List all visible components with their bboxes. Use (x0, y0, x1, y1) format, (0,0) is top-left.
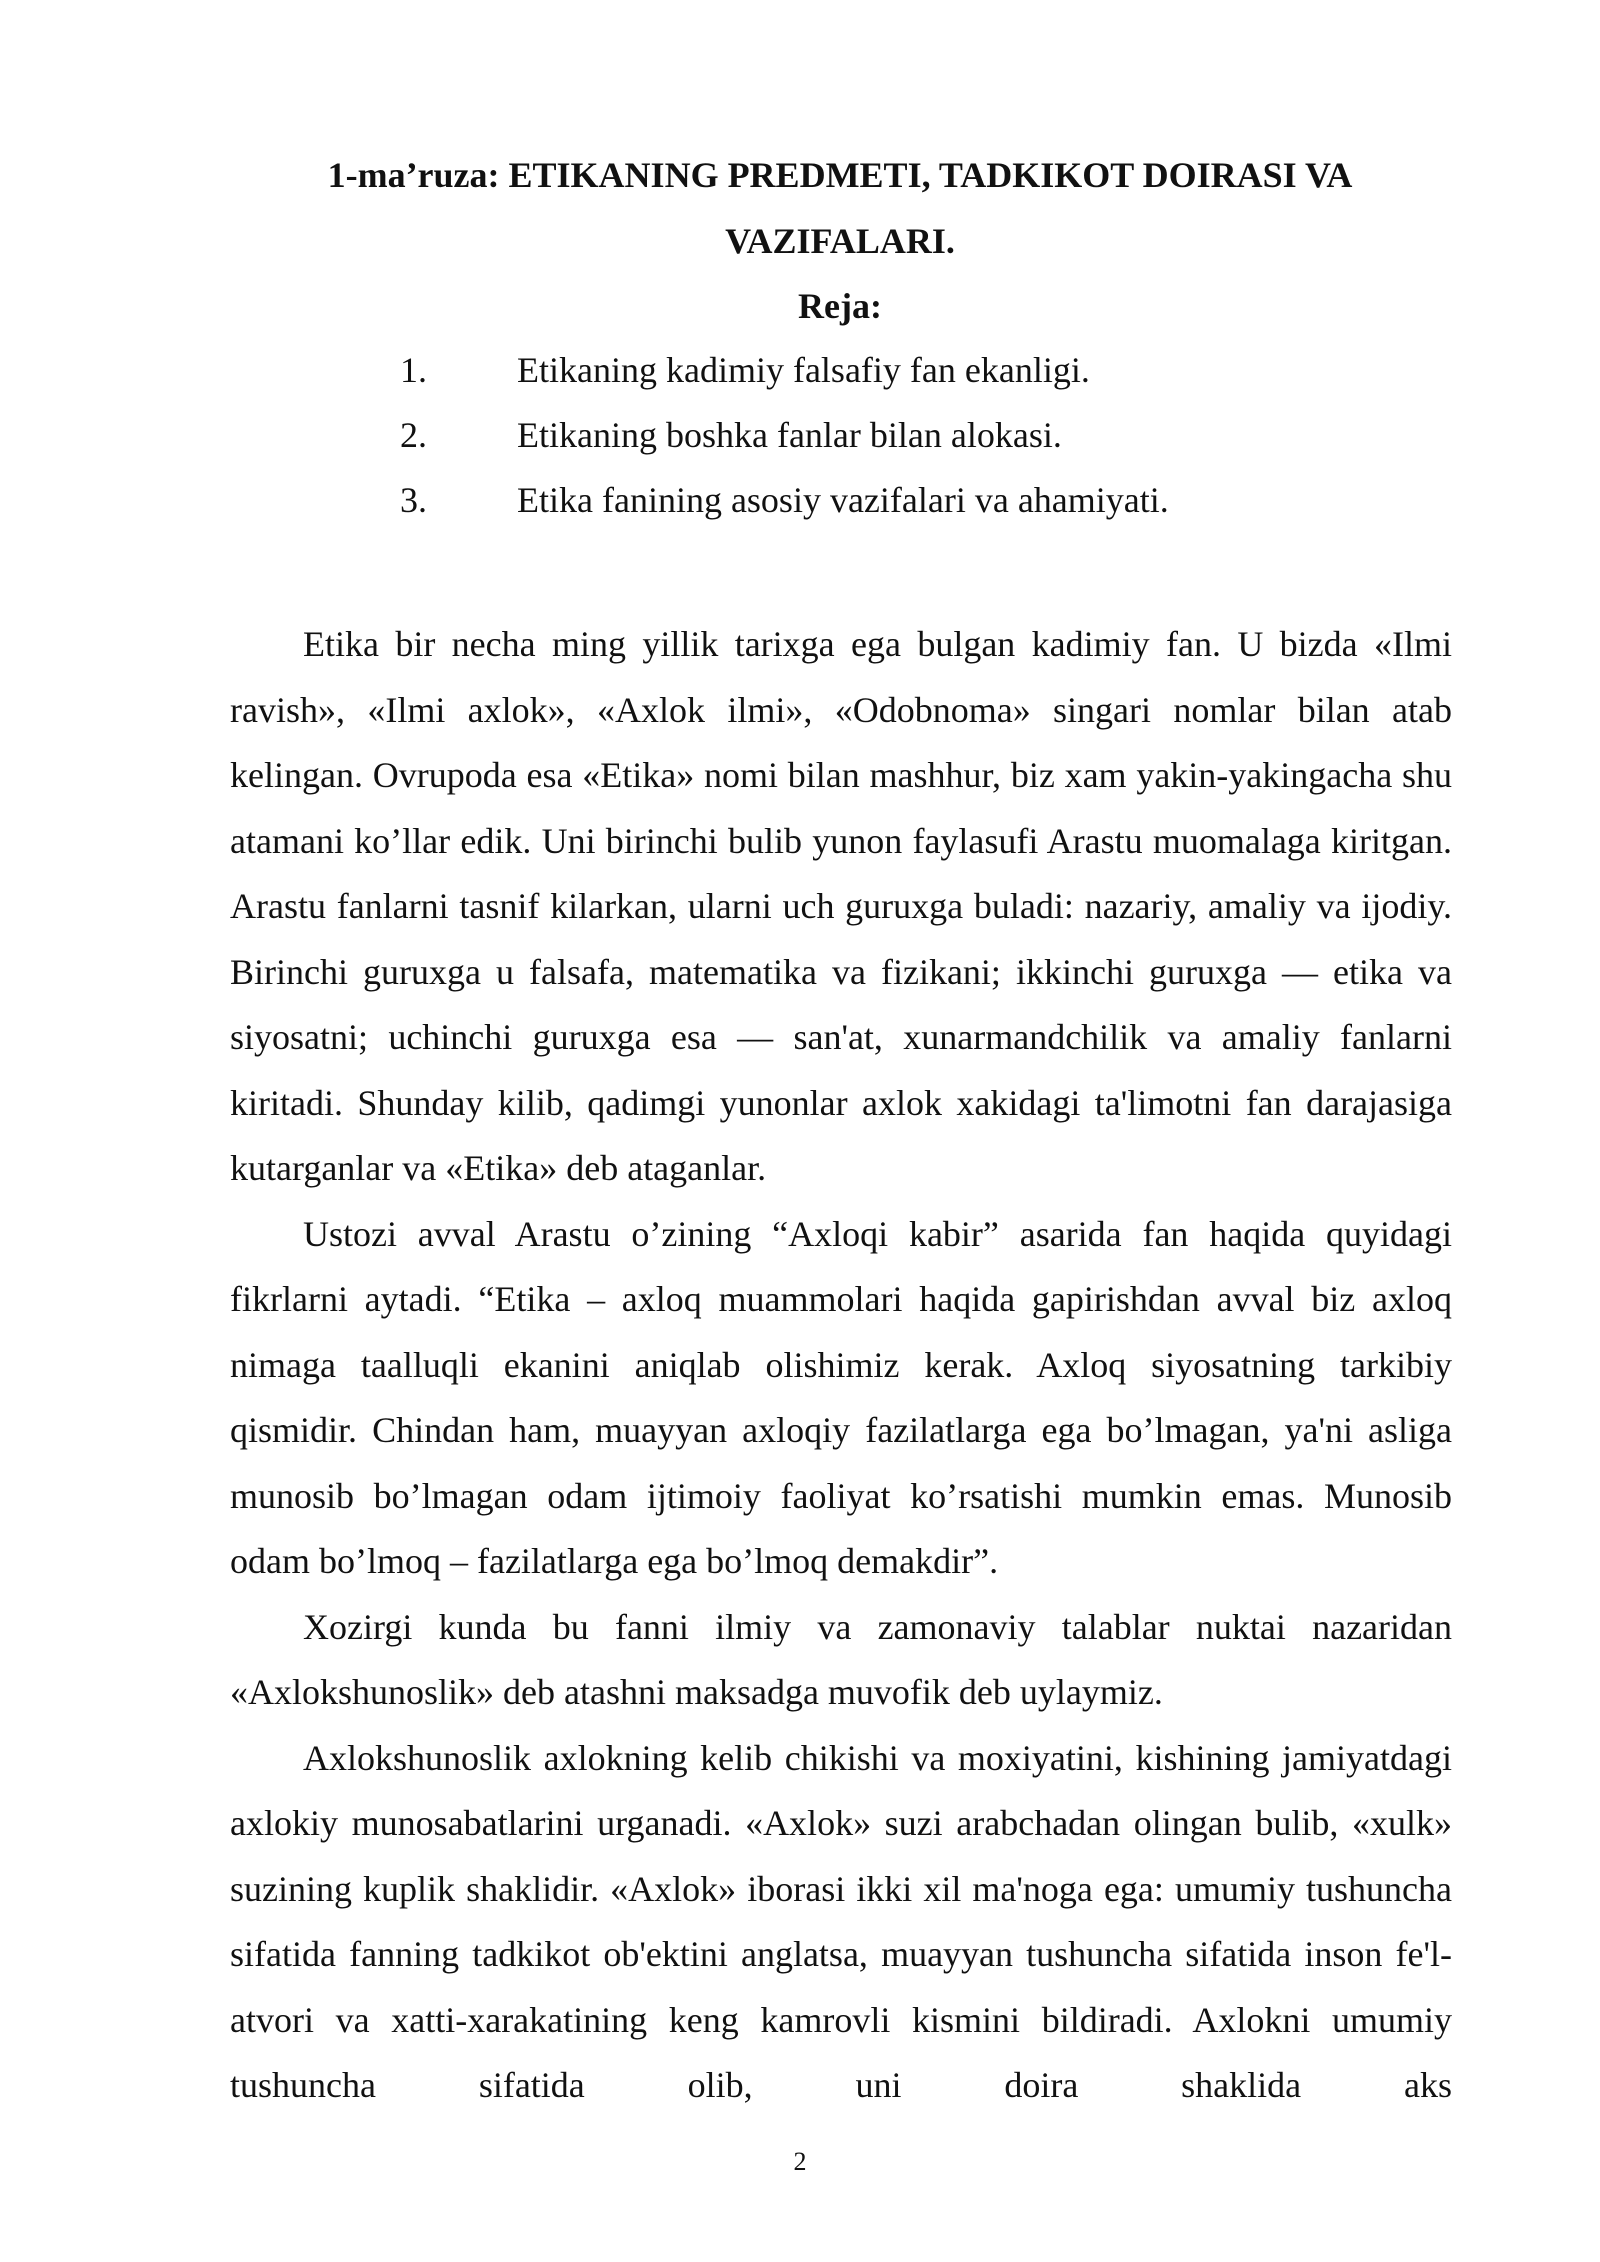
plan-item (0, 350, 1600, 416)
plan-item-number: 2. (400, 415, 427, 455)
paragraph: Ustozi avval Arastu o’zining “Axloqi kabir” asarida fan haqida quyidagi fikrlarni aytadi. “Etika – axloq muammolari haqida gapirishdan avval biz axloq nimaga taalluqli ekanini aniqlab olishimiz kerak. Axloq siyosatning tarkibiy qismidir. Chindan ham, muayyan axloqiy fazilatlarga ega bo’lmagan, ya'ni asliga munosib bo’lmagan odam ijtimoiy faoliyat ko’rsatishi mumkin emas. Munosib odam bo’lmoq – fazilatlarga ega bo’lmoq demakdir”. (230, 1213, 1452, 1581)
plan-item-text: Etikaning kadimiy falsafiy fan ekanligi. (517, 350, 1090, 390)
lecture-title: 1-ma’ruza: ETIKANING PREDMETI, TADKIKOT DOIRASI VA VAZIFALARI. (327, 155, 1353, 261)
plan-item-number: 3. (400, 480, 427, 520)
plan-item-number: 1. (400, 350, 427, 390)
plan-item (0, 480, 1600, 546)
plan-item (0, 415, 1600, 481)
body-text (230, 612, 1452, 2119)
page-number: 2 (793, 2147, 807, 2176)
paragraph: Axlokshunoslik axlokning kelib chikishi va moxiyatini, kishining jamiyatdagi axlokiy munosabatlarini urganadi. «Axlok» suzi arabchadan olingan bulib, «xulk» suzining kuplik shaklidir. «Axlok» iborasi ikki xil ma'noga ega: umumiy tushuncha sifatida fanning tadkikot ob'ektini anglatsa, muayyan tushuncha sifatida inson fe'l-atvori va xatti-xarakatining keng kamrovli kismini bildiradi. Axlokni umumiy tushuncha sifatida olib, uni doira shaklida aks (230, 1737, 1452, 2105)
plan-heading: Reja: (798, 286, 882, 326)
plan-item-text: Etika fanining asosiy vazifalari va ahamiyati. (517, 480, 1169, 520)
plan-item-text: Etikaning boshka fanlar bilan alokasi. (517, 415, 1062, 455)
paragraph: Etika bir necha ming yillik tarixga ega bulgan kadimiy fan. U bizda «Ilmi ravish», «Ilmi axlok», «Axlok ilmi», «Odobnoma» singari nomlar bilan atab kelingan. Ovrupoda esa «Etika» nomi bilan mashhur, biz xam yakin-yakingacha shu atamani ko’llar edik. Uni birinchi bulib yunon faylasufi Arastu muomalaga kiritgan. Arastu fanlarni tasnif kilarkan, ularni uch guruxga buladi: nazariy, amaliy va ijodiy. Birinchi guruxga u falsafa, matematika va fizikani; ikkinchi guruxga — etika va siyosatni; uchinchi guruxga esa — san'at, xunarmandchilik va amaliy fanlarni kiritadi. Shunday kilib, qadimgi yunonlar axlok xakidagi ta'limotni fan darajasiga kutarganlar va «Etika» deb ataganlar. (230, 624, 1452, 1188)
paragraph: Xozirgi kunda bu fanni ilmiy va zamonaviy talablar nuktai nazaridan «Axlokshunoslik» deb atashni maksadga muvofik deb uylaymiz. (230, 1606, 1452, 1712)
